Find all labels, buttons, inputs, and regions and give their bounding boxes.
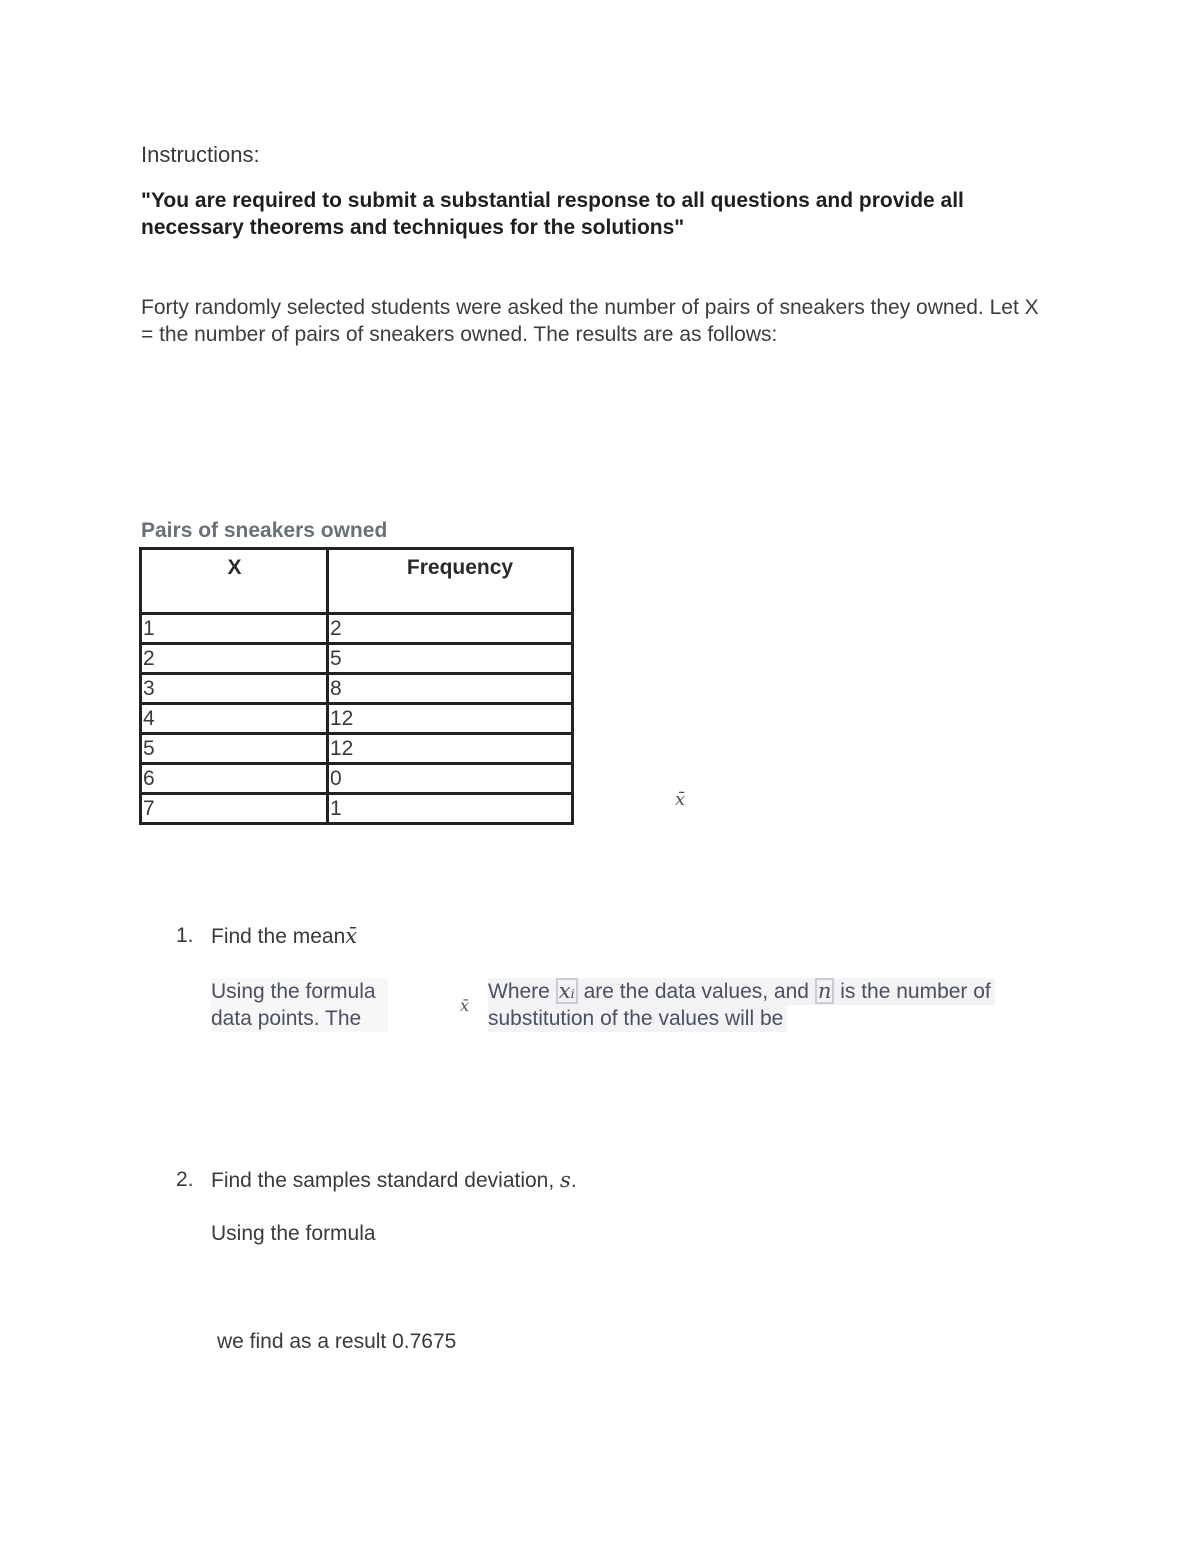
table-row [141, 794, 573, 824]
cell-x: 7 [141, 794, 328, 824]
question-2-text [211, 1168, 577, 1193]
cell-frequency: 0 [328, 764, 573, 794]
requirement-statement: "You are required to submit a substantial response to all questions and provide all necessary theorems and techniques for the solutions" [141, 189, 964, 239]
stray-math-glyph: x̄ [675, 789, 686, 810]
question-1-text [211, 924, 357, 949]
table-row [141, 764, 573, 794]
question-2-result: we find as a result 0.7675 [217, 1330, 457, 1353]
table-row [141, 614, 573, 644]
where-c: is the number of [840, 980, 991, 1003]
instructions-label: Instructions: [141, 142, 260, 167]
table-row [141, 734, 573, 764]
cell-x: 2 [141, 644, 328, 674]
cell-x: 6 [141, 764, 328, 794]
question-2-label: Find the samples standard deviation, [211, 1169, 555, 1192]
cell-x: 5 [141, 734, 328, 764]
question-2-number: 2. [176, 1168, 194, 1191]
question-1-formula-left [211, 978, 388, 1032]
table-row [141, 674, 573, 704]
cell-x: 3 [141, 674, 328, 704]
var-xi: xᵢ [556, 978, 578, 1004]
cell-frequency: 12 [328, 734, 573, 764]
formula-intro: Using the formula [211, 978, 388, 1005]
std-dev-symbol: s [560, 1168, 571, 1192]
header-frequency: Frequency [328, 549, 573, 614]
where-b: are the data values, and [583, 980, 809, 1003]
cell-frequency: 5 [328, 644, 573, 674]
mean-symbol: x̄ [345, 924, 358, 948]
table-row [141, 644, 573, 674]
cell-frequency: 8 [328, 674, 573, 704]
where-a: Where [488, 980, 550, 1003]
frequency-table [139, 547, 574, 825]
header-x: X [141, 549, 328, 614]
question-2-formula-intro: Using the formula [211, 1222, 376, 1245]
table-caption: Pairs of sneakers owned [141, 519, 388, 542]
table-row [141, 704, 573, 734]
question-1-formula-right [488, 978, 995, 1032]
where-line [488, 978, 995, 1005]
problem-intro: Forty randomly selected students were asked the number of pairs of sneakers they owned. Let X = the number of pairs of sneakers owned. The results are as follows: [141, 296, 1039, 346]
cell-frequency: 2 [328, 614, 573, 644]
cell-frequency: 12 [328, 704, 573, 734]
table-header-row [141, 549, 573, 614]
formula-image-placeholder: x̄ [460, 996, 470, 1015]
question-2-period: . [570, 1169, 577, 1192]
var-n: n [815, 978, 835, 1004]
question-1-number: 1. [176, 924, 194, 947]
question-1-label: Find the mean [211, 925, 346, 948]
cell-x: 4 [141, 704, 328, 734]
cell-x: 1 [141, 614, 328, 644]
cell-frequency: 1 [328, 794, 573, 824]
formula-line-2: data points. The [211, 1005, 388, 1032]
substitution-line: substitution of the values will be [488, 1005, 787, 1032]
